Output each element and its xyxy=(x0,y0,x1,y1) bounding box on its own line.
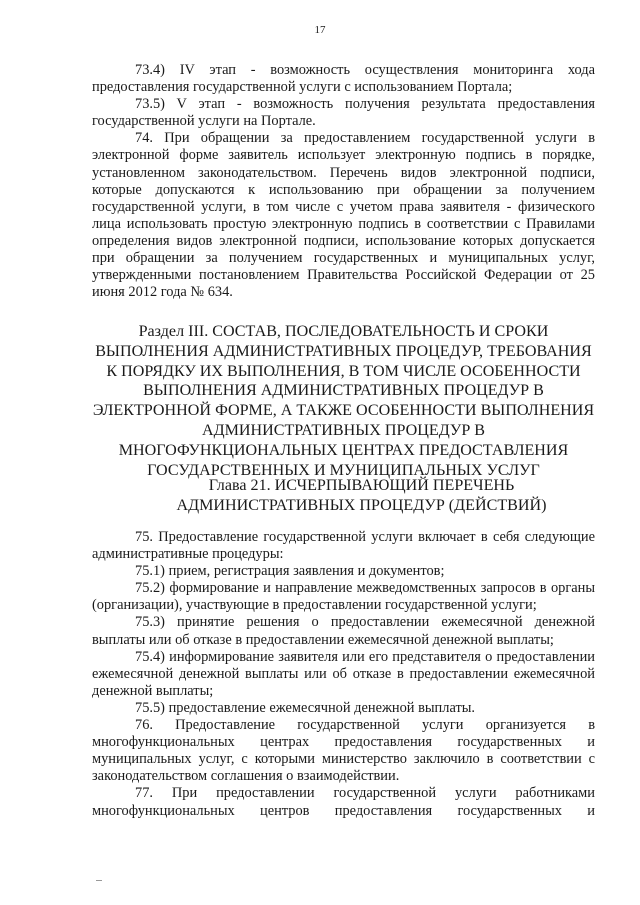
paragraph-75-4: 75.4) информирование заявителя или его представителя о предоставлении ежемесячной денежной выплаты или об отказе в предоставлении ежемесячной денежной выплаты; xyxy=(92,648,595,699)
paragraph-75-1: 75.1) прием, регистрация заявления и документов; xyxy=(135,563,445,580)
paragraph-75-2: 75.2) формирование и направление межведомственных запросов в органы (организации), участвующие в предоставлении государственной услуги; xyxy=(92,580,595,614)
paragraph-76: 76. Предоставление государственной услуги организуется в многофункциональных центрах предоставления государственных и муниципальных услуг, с которыми министерство заключило в соответствии с законодательством соглашения о взаимодействии. xyxy=(92,717,595,785)
body-text-bottom xyxy=(92,529,595,820)
paragraph-75: 75. Предоставление государственной услуги включает в себя следующие административные процедуры: xyxy=(92,529,595,563)
section-title: Раздел III. СОСТАВ, ПОСЛЕДОВАТЕЛЬНОСТЬ И СРОКИ ВЫПОЛНЕНИЯ АДМИНИСТРАТИВНЫХ ПРОЦЕДУР, ТРЕБОВАНИЯ К ПОРЯДКУ ИХ ВЫПОЛНЕНИЯ, В ТОМ ЧИСЛЕ ОСОБЕННОСТИ ВЫПОЛНЕНИЯ АДМИНИСТРАТИВНЫХ ПРОЦЕДУР В ЭЛЕКТРОННОЙ ФОРМЕ, А ТАКЖЕ ОСОБЕННОСТИ ВЫПОЛНЕНИЯ АДМИНИСТРАТИВНЫХ ПРОЦЕДУР В МНОГОФУНКЦИОНАЛЬНЫХ ЦЕНТРАХ ПРЕДОСТАВЛЕНИЯ ГОСУДАРСТВЕННЫХ И МУНИЦИПАЛЬНЫХ УСЛУГ xyxy=(92,323,595,479)
page-number: 17 xyxy=(314,24,326,36)
paragraph-75-3: 75.3) принятие решения о предоставлении ежемесячной денежной выплаты или об отказе в предоставлении ежемесячной денежной выплаты; xyxy=(92,614,595,648)
paragraph-75-5: 75.5) предоставление ежемесячной денежной выплаты. xyxy=(135,699,476,716)
paragraph-77: 77. При предоставлении государственной услуги работниками многофункциональных центров предоставления государственных и xyxy=(92,785,595,819)
paragraph-74: 74. При обращении за предоставлением государственной услуги в электронной форме заявитель использует электронную подпись в порядке, установленном законодательством. Перечень видов электронной подписи, которые допускаются к использованию при обращении за получением государственной услуги, в том числе с учетом права заявителя - физического лица использовать простую электронную подпись в соответствии с Правилами определения видов электронной подписи, использование которых допускается при обращении за получением государственных и муниципальных услуг, утвержденными постановлением Правительства Российской Федерации от 25 июня 2012 года № 634. xyxy=(92,130,595,301)
scan-mark xyxy=(96,880,102,881)
paragraph-73-5: 73.5) V этап - возможность получения результата предоставления государственной услуги на Портале. xyxy=(92,96,595,130)
chapter-title: Глава 21. ИСЧЕРПЫВАЮЩИЙ ПЕРЕЧЕНЬ АДМИНИСТРАТИВНЫХ ПРОЦЕДУР (ДЕЙСТВИЙ) xyxy=(176,477,547,514)
body-text-top xyxy=(92,62,595,301)
paragraph-73-4: 73.4) IV этап - возможность осуществления мониторинга хода предоставления государственной услуги с использованием Портала; xyxy=(92,62,595,96)
